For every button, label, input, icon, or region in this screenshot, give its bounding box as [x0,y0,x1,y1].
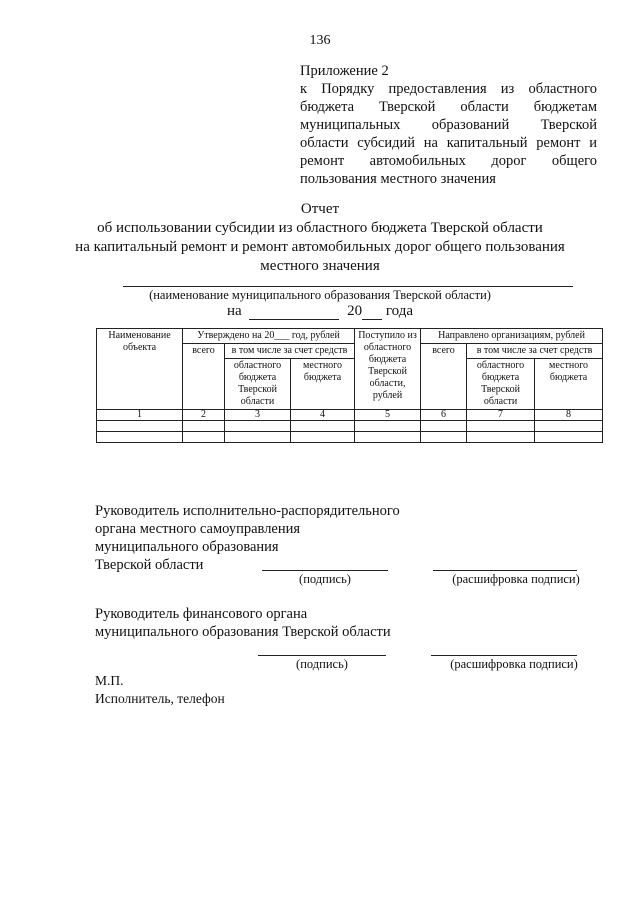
footer-block [95,672,225,708]
report-title [0,200,640,276]
header-sent-local: местного бюджета [535,359,603,410]
column-number: 4 [291,410,355,421]
signature-block-head [95,502,400,574]
signature-caption: (подпись) [296,657,348,671]
year-blank [362,305,382,320]
column-number: 6 [421,410,467,421]
header-object: Наименование объекта [97,329,183,410]
table-row [97,432,603,443]
header-sent-total: всего [421,344,467,410]
appendix-line: области субсидий на капитальный ремонт и [300,135,597,151]
signature-title-line: муниципального образования Тверской области [95,624,391,640]
signature-caption: (подпись) [299,572,351,586]
header-sent: Направлено организациям, рублей [421,329,603,344]
executor-label: Исполнитель, телефон [95,691,225,706]
header-sent-including: в том числе за счет средств [467,344,603,359]
period-blank [249,305,339,320]
column-number: 3 [225,410,291,421]
decode-line [433,570,577,571]
header-approved: Утверждено на 20___ год, рублей [183,329,355,344]
report-subtitle-line: на капитальный ремонт и ремонт автомобильных дорог общего пользования [75,239,565,255]
report-subtitle-line: об использовании субсидии из областного бюджета Тверской области [97,220,543,236]
period-suffix: года [385,303,414,319]
report-heading: Отчет [300,201,340,217]
appendix-block [300,62,597,188]
header-approved-local: местного бюджета [291,359,355,410]
period-row [0,303,640,320]
period-year-prefix: 20 [347,303,363,319]
appendix-line: ремонт автомобильных дорог общего [300,153,597,169]
municipality-fill-line [123,286,573,287]
column-number: 1 [97,410,183,421]
appendix-line: к Порядку предоставления из областного [300,81,597,97]
header-sent-regional: областного бюджета Тверской области [467,359,535,410]
signature-line [262,570,388,571]
signature-title-line: Руководитель исполнительно-распорядительного [95,503,400,519]
stamp-label: М.П. [95,673,124,688]
signature-title-line: Руководитель финансового органа [95,606,308,622]
decode-line [431,655,577,656]
appendix-line: бюджета Тверской области бюджетам [300,99,597,115]
appendix-line: Приложение 2 [300,63,389,79]
period-prefix: на [226,303,242,319]
signature-line [258,655,386,656]
signature-title-line: органа местного самоуправления [95,521,301,537]
column-number: 5 [355,410,421,421]
municipality-caption: (наименование муниципального образования Тверской области) [149,288,491,302]
appendix-line: муниципальных образований Тверской [300,117,597,133]
decode-caption: (расшифровка подписи) [450,657,578,671]
signature-title-line: муниципального образования [95,539,279,555]
header-approved-including: в том числе за счет средств [225,344,355,359]
report-table [96,328,603,443]
appendix-line: пользования местного значения [300,171,496,187]
signature-title-line: Тверской области [95,557,204,573]
table-row [97,421,603,432]
header-approved-regional: областного бюджета Тверской области [225,359,291,410]
column-number: 7 [467,410,535,421]
decode-caption: (расшифровка подписи) [452,572,580,586]
header-received: Поступило из областного бюджета Тверской области, рублей [355,329,421,410]
column-number: 8 [535,410,603,421]
page-number: 136 [309,33,331,48]
header-approved-total: всего [183,344,225,410]
report-subtitle-line: местного значения [260,258,380,274]
column-number: 2 [183,410,225,421]
signature-block-finance [95,605,391,641]
